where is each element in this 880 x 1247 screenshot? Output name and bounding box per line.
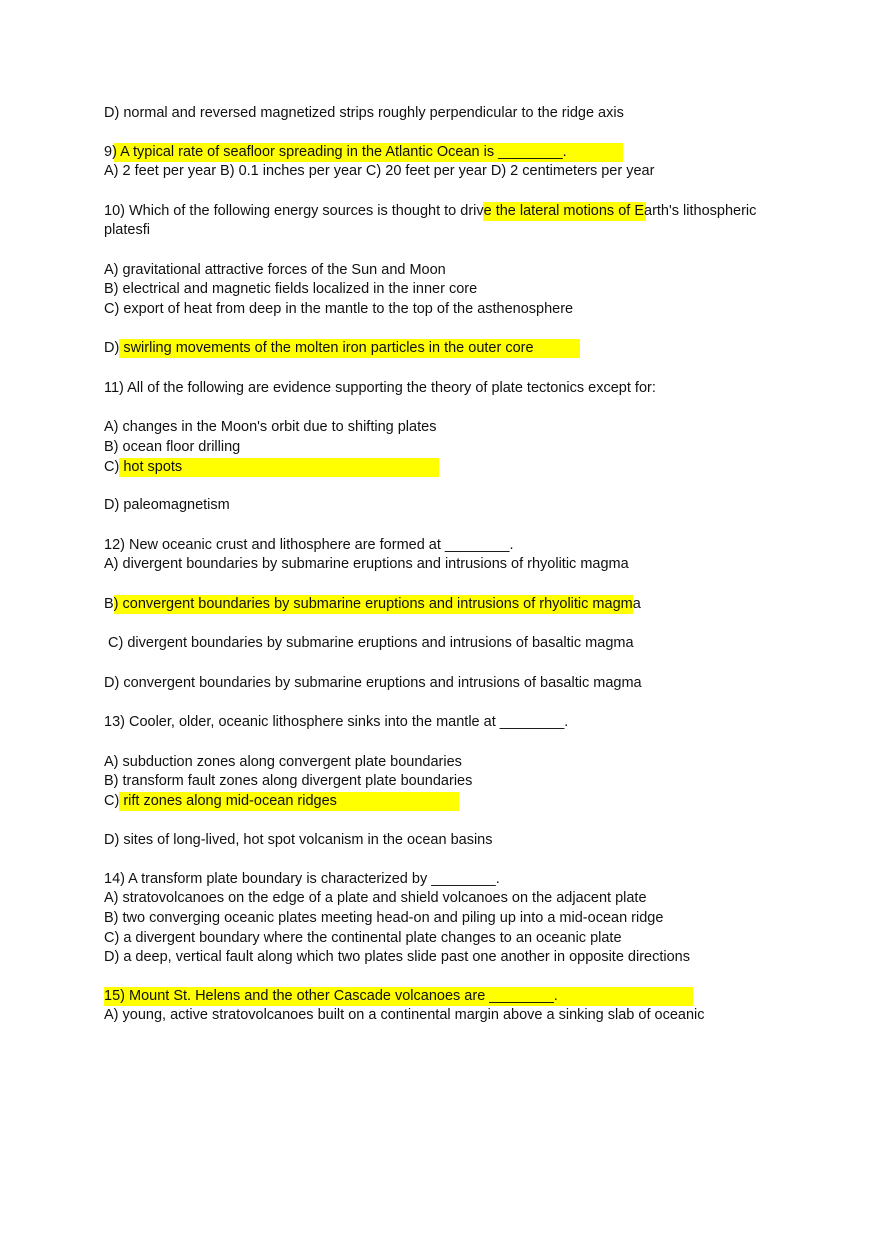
option-q10-d: D) swirling movements of the molten iron particles in the outer core [104,340,534,356]
option-q10-c: C) export of heat from deep in the mantle to the top of the asthenosphere [104,301,574,317]
question-9: 9) A typical rate of seafloor spreading in the Atlantic Ocean is ________. [104,144,567,160]
option-q13-a: A) subduction zones along convergent plate boundaries [104,754,462,770]
question-13: 13) Cooler, older, oceanic lithosphere sinks into the mantle at ________. [104,714,569,730]
option-q13-b: B) transform fault zones along divergent plate boundaries [104,773,473,789]
option-q12-d: D) convergent boundaries by submarine eruptions and intrusions of basaltic magma [104,675,642,691]
question-12: 12) New oceanic crust and lithosphere are formed at ________. [104,537,514,553]
option-q14-a: A) stratovolcanoes on the edge of a plate and shield volcanoes on the adjacent plate [104,890,647,906]
question-15: 15) Mount St. Helens and the other Cascade volcanoes are ________. [104,988,558,1004]
option-q12-a: A) divergent boundaries by submarine eruptions and intrusions of rhyolitic magma [104,556,629,572]
option-q11-d: D) paleomagnetism [104,497,230,513]
question-11: 11) All of the following are evidence supporting the theory of plate tectonics except for: [104,380,656,396]
option-q11-a: A) changes in the Moon's orbit due to shifting plates [104,419,437,435]
question-10: 10) Which of the following energy sources is thought to drive the lateral motions of Earth's lithospheric [104,203,757,219]
option-q11-c: C) hot spots [104,459,183,475]
option-q10-a: A) gravitational attractive forces of the Sun and Moon [104,262,446,278]
option-q13-d: D) sites of long-lived, hot spot volcanism in the ocean basins [104,832,493,848]
option-q12-c: C) divergent boundaries by submarine eruptions and intrusions of basaltic magma [104,635,634,651]
question-10-cont: platesﬁ [104,222,150,238]
option-q15-a: A) young, active stratovolcanoes built on a continental margin above a sinking slab of oceanic [104,1007,705,1023]
option-q14-c: C) a divergent boundary where the continental plate changes to an oceanic plate [104,930,622,946]
option-q10-b: B) electrical and magnetic fields localized in the inner core [104,281,478,297]
option-q11-b: B) ocean floor drilling [104,439,241,455]
option-q8-d: D) normal and reversed magnetized strips roughly perpendicular to the ridge axis [104,105,624,121]
option-q13-c: C) rift zones along mid-ocean ridges [104,793,337,809]
option-q14-b: B) two converging oceanic plates meeting head-on and piling up into a mid-ocean ridge [104,910,664,926]
options-q9: A) 2 feet per year B) 0.1 inches per year C) 20 feet per year D) 2 centimeters per year [104,163,655,179]
question-14: 14) A transform plate boundary is characterized by ________. [104,871,500,887]
option-q12-b: B) convergent boundaries by submarine eruptions and intrusions of rhyolitic magma [104,596,641,612]
option-q14-d: D) a deep, vertical fault along which two plates slide past one another in opposite directions [104,949,690,965]
